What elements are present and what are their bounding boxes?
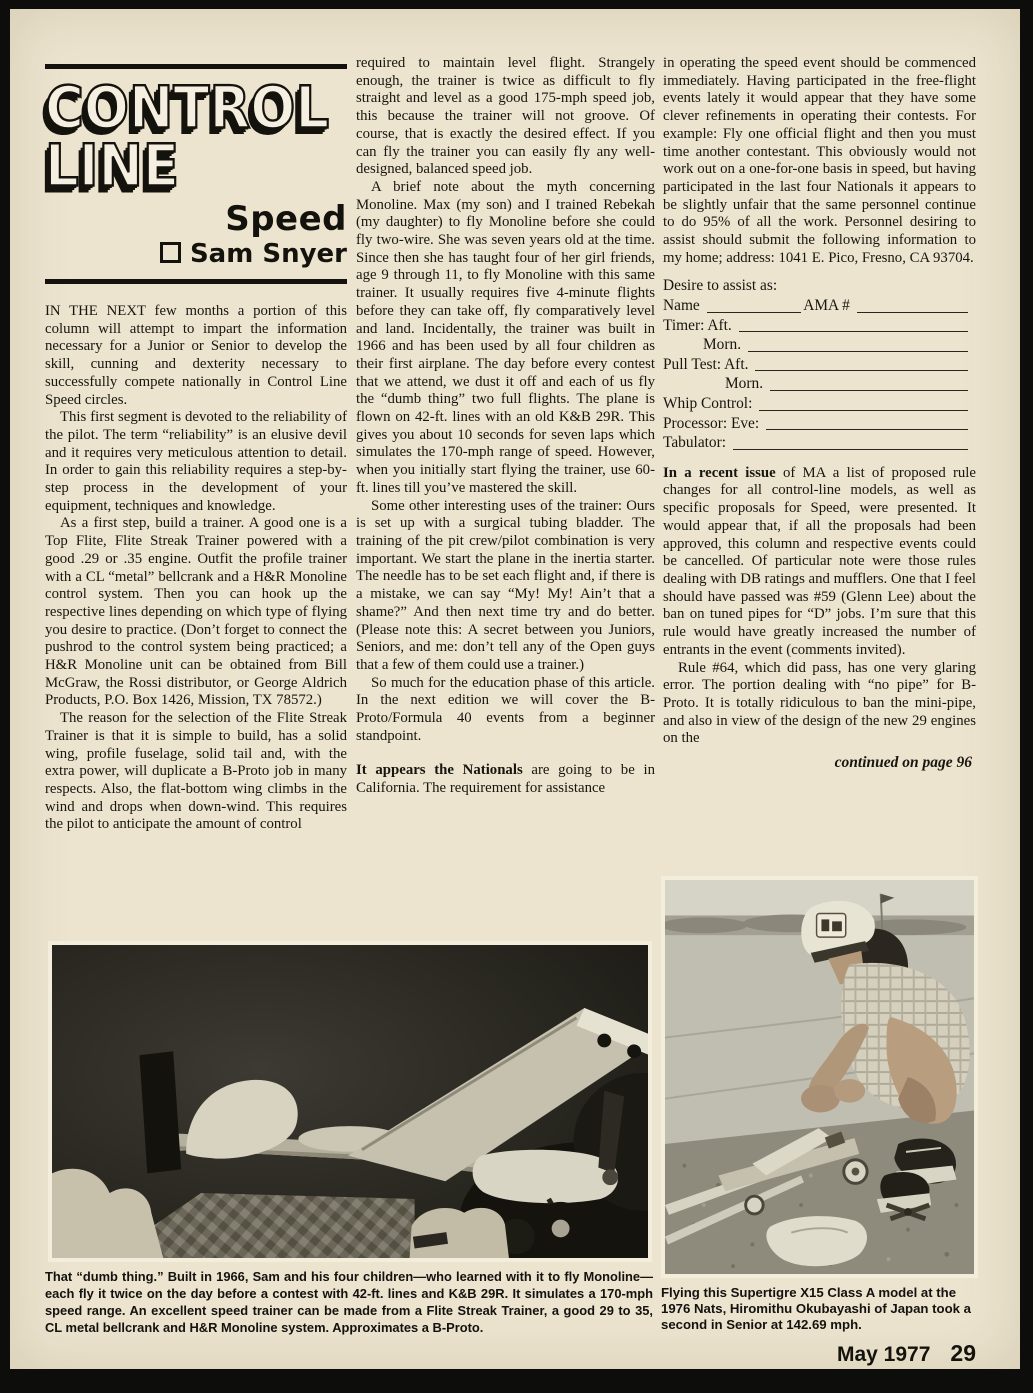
nats-photo-illustration xyxy=(665,880,974,1274)
form-row-label: Tabulator: xyxy=(663,434,727,452)
paragraph-rest: are going to be in California. The requirement for assistance xyxy=(356,762,655,797)
form-blank-line xyxy=(707,311,801,313)
column-title-line2: LINE xyxy=(45,132,180,200)
form-blank-line xyxy=(748,350,968,352)
form-row xyxy=(663,355,976,375)
article-column-3 xyxy=(663,55,976,772)
article-paragraph: required to maintain level flight. Strangely enough, the trainer is twice as difficult to fly straight and level as a good 175-mph speed job, this because the trainer will not groove. Of course, that is exactly the desired effect. If you can fly the trainer you can easily fly any well-designed, balanced speed job. xyxy=(356,55,655,178)
article-paragraph: As a first step, build a trainer. A good one is a Top Flite, Flite Streak Trainer powered with a good .29 or .35 engine. Outfit the profile trainer with a CL “metal” bellcrank and a H&R Monoline control system. Then you can hook up the respective lines depending on which type of flying you desire to practice. (Don’t forget to connect the pushrod to the control system being practiced; a H&R Monoline unit can be obtained from Bill McGraw, the Rossi distributor, or George Aldrich Products, P.O. Box 1426, Mission, TX 78572.) xyxy=(45,515,347,709)
form-row xyxy=(663,433,976,453)
byline xyxy=(45,239,347,269)
article-paragraph: Some other interesting uses of the trainer: Ours is set up with a surgical tubing bladder. The training of the pit crew/pilot combination is very important. We start the plane in the inertia starter. The needle has to be set each flight and, if there is a mistake, we can say “My! My! Ain’t that a shame?” And then next time try and do better. (Please note this: A secret between you Juniors, Seniors, and me: don’t tell any of the Open guys that a few of them could use a trainer.) xyxy=(356,497,655,673)
article-paragraph xyxy=(663,465,976,660)
paragraph-leadin: It appears the Nationals xyxy=(356,762,523,779)
article-paragraph: This first segment is devoted to the reliability of the pilot. The term “reliability” is an elusive devil and it requires very meticulous attention to detail. In order to gain this reliability requires a step-by-step process in the development of your equipment, techniques and knowledge. xyxy=(45,409,347,514)
article-paragraph: A brief note about the myth concerning Monoline. Max (my son) and I trained Rebekah (my daughter) to fly Monoline before she could fly two-wire. She was seven years old at the time. Since then she has taught four of her girl friends, age 9 through 11, to fly Monoline with this same trainer. It usually requires five 4-minute flights before they can take off, fly comparatively level and land. Incidentally, the trainer was built in 1966 and has been used by all four children as their first airplane. The day before every contest that we attend, we dust it off and each of us fly the “dumb thing” two full flights. The plane is flown on 42-ft. lines with an old K&B 29R. This gives you about 10 seconds for seven laps which simulates the 170-mph range of speed. However, when you initially start flying the trainer, use 60-ft. lines till you’ve mastered the skill. xyxy=(356,178,655,496)
form-blank-line xyxy=(766,428,968,430)
form-blank-line xyxy=(733,448,968,450)
page-footer xyxy=(663,1340,976,1367)
form-ama-label: AMA # xyxy=(803,297,850,315)
form-row xyxy=(663,374,976,394)
form-row-label: Morn. xyxy=(703,336,742,354)
article-paragraph: The reason for the selection of the Flite Streak Trainer is that it is simple to build, has a solid wing, profile fuselage, solid tail and, with the extra power, will duplicate a B-Proto job in many respects. Also, the flat-bottom wing climbs in the wind and drops when down-wind. This requires the pilot to anticipate the amount of control xyxy=(45,710,347,833)
article-column-1 xyxy=(45,303,347,834)
byline-square-icon xyxy=(160,242,181,263)
form-row-label: Whip Control: xyxy=(663,395,753,412)
form-blank-line xyxy=(739,330,968,332)
form-blank-line xyxy=(755,369,968,371)
masthead-bottom-rule xyxy=(45,279,347,284)
trainer-photo-caption: That “dumb thing.” Built in 1966, Sam and his four children—who learned with it to fly Monoline—each fly it twice on the day before a contest with 42-ft. lines and K&B 29R. It simulates a 170-mph speed range. An excellent speed trainer can be made from a Flite Streak Trainer, a good 29 to 35, CL metal bellcrank and H&R Monoline system. Approximates a B-Proto. xyxy=(45,1269,653,1335)
article-paragraph xyxy=(356,762,655,797)
form-row xyxy=(663,335,976,355)
form-row xyxy=(663,394,976,414)
article-paragraph: in operating the speed event should be commenced immediately. Having participated in the free-flight events lately it would appear that they have some clever refinements in operating their contests. For example: Fly one official flight and then you must time another contestant. This obviously would not work out on a one-for-one basis in speed, but having participated in the last four Nationals it appears to be slightly unfair that the same personnel continue to do 95% of all the work. Personnel desiring to assist should submit the following information to my home; address: 1041 E. Pico, Fresno, CA 93704. xyxy=(663,55,976,266)
continued-notice: continued on page 96 xyxy=(834,754,972,772)
paragraph-rest: of MA a list of proposed rule changes for all control-line models, as well as specific proposals for Speed, were presented. It would appear that, if all the proposals had been approved, this column and respective events could be cancelled. Of particular note were those rules dealing with DB ratings and mufflers. One that I feel should have passed was #59 (Glenn Lee) about the ban on tuned pipes for “D” jobs. I’m sure that this rule would have greatly increased the number of entrants in the event (comments invited). xyxy=(663,464,976,658)
form-row-label: Pull Test: Aft. xyxy=(663,355,749,373)
column-masthead xyxy=(45,64,347,284)
form-blank-line xyxy=(759,409,968,411)
form-blank-line xyxy=(857,311,968,313)
form-blank-line xyxy=(770,389,968,391)
nats-photo xyxy=(661,876,978,1278)
column-title-line1: CONTROL xyxy=(45,74,330,142)
form-heading: Desire to assist as: xyxy=(663,277,778,295)
article-paragraph: So much for the education phase of this article. In the next edition we will cover the B-Proto/Formula 40 events from a beginner standpoint. xyxy=(356,674,655,744)
byline-name: Sam Snyer xyxy=(189,239,347,269)
assist-form xyxy=(663,276,976,452)
column-subtitle: Speed xyxy=(225,199,347,239)
form-row-label: Timer: Aft. xyxy=(663,316,732,334)
issue-date: May 1977 xyxy=(837,1343,931,1366)
article-paragraph: Rule #64, which did pass, has one very glaring error. The portion dealing with “no pipe” for B-Proto. It is totally ridiculous to ban the mini-pipe, and also in view of the design of the new 29 engines on the xyxy=(663,659,976,747)
masthead-top-rule xyxy=(45,64,347,69)
form-row-label: Morn. xyxy=(725,375,764,393)
form-name-row xyxy=(663,296,976,316)
form-row xyxy=(663,316,976,336)
trainer-photo-illustration xyxy=(52,945,648,1258)
nats-photo-caption: Flying this Supertigre X15 Class A model at the 1976 Nats, Hiromithu Okubayashi of Japan took a second in Senior at 142.69 mph. xyxy=(661,1285,971,1333)
form-name-label: Name xyxy=(663,297,700,315)
article-column-2 xyxy=(356,55,655,798)
article-paragraph: IN THE NEXT few months a portion of this column will attempt to impart the information necessary for a Junior or Senior to develop the skill, cunning and dexterity necessary to successfully compete nationally in Control Line Speed circles. xyxy=(45,303,347,408)
column-title xyxy=(45,74,347,200)
form-heading-row xyxy=(663,276,976,296)
page-number: 29 xyxy=(950,1340,976,1366)
form-row xyxy=(663,414,976,434)
trainer-photo xyxy=(48,941,652,1262)
form-row-label: Processor: Eve: xyxy=(663,414,760,432)
paragraph-leadin: In a recent issue xyxy=(663,464,776,481)
